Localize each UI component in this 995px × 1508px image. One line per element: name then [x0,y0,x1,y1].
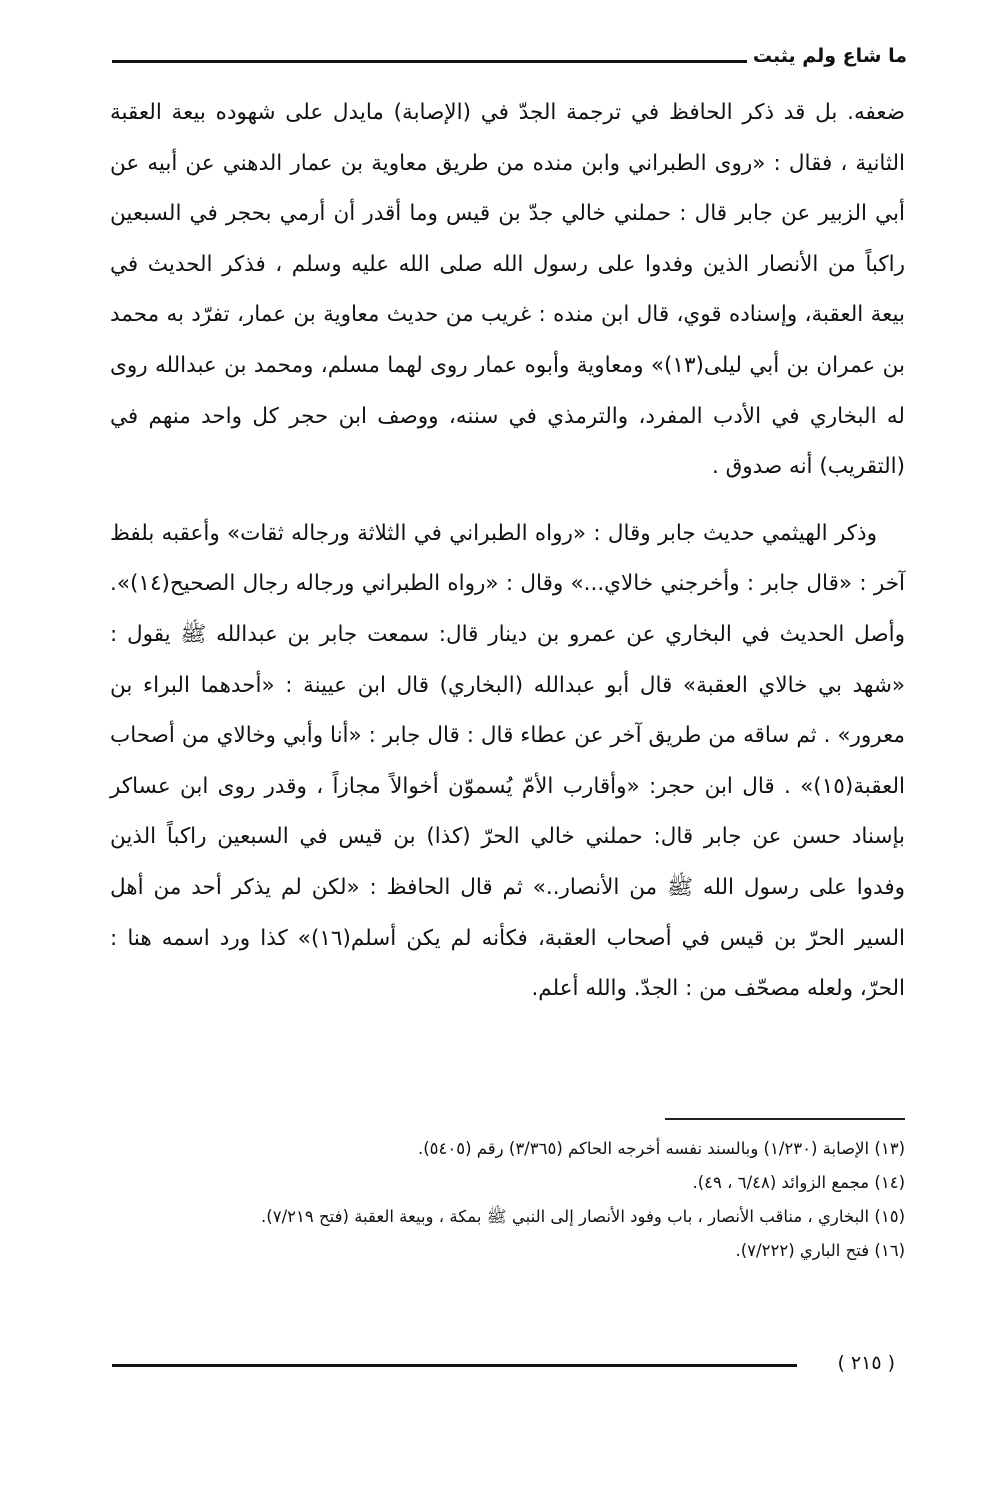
running-title: ما شاع ولم يثبت [752,45,907,67]
page-footer [112,1346,907,1382]
footnote-14: (١٤) مجمع الزوائد (٦/٤٨ ، ٤٩). [692,1173,905,1192]
running-header [112,38,907,78]
footnote-15: (١٥) البخاري ، مناقب الأنصار ، باب وفود الأنصار إلى النبي ﷺ بمكة ، وبيعة العقبة (فتح ٧/٢١٩). [261,1207,905,1226]
footer-rule [112,1364,797,1367]
header-rule [112,60,747,63]
main-text [110,88,905,1015]
footnote-13: (١٣) الإصابة (١/٢٣٠) وبالسند نفسه أخرجه الحاكم (٣/٣٦٥) رقم (٥٤٠٥). [417,1139,905,1158]
paragraph-1: ضعفه. بل قد ذكر الحافظ في ترجمة الجدّ في (الإصابة) مايدل على شهوده بيعة العقبة الثانية ، فقال : «روى الطبراني وابن منده من طريق معاوية بن عمار الدهني عن أبيه عن أبي الزبير عن جابر قال : حملني خالي جدّ بن قيس وما أقدر أن أرمي بحجر في السبعين راكباً من الأنصار الذين وفدوا على رسول الله صلى الله عليه وسلم ، فذكر الحديث في بيعة العقبة، وإسناده قوي، قال ابن منده : غريب من حديث معاوية بن عمار، تفرّد به محمد بن عمران بن أبي ليلى(١٣)» ومعاوية وأبوه عمار روى لهما مسلم، ومحمد بن عبدالله روى له البخاري في الأدب المفرد، والترمذي في سننه، ووصف ابن حجر كل واحد منهم في (التقريب) أنه صدوق . [110,100,905,480]
paragraph-2: وذكر الهيثمي حديث جابر وقال : «رواه الطبراني في الثلاثة ورجاله ثقات» وأعقبه بلفظ آخر : «قال جابر : وأخرجني خالاي...» وقال : «رواه الطبراني ورجاله رجال الصحيح(١٤)». وأصل الحديث في البخاري عن عمرو بن دينار قال: سمعت جابر بن عبدالله ﷺ يقول : «شهد بي خالاي العقبة» قال أبو عبدالله (البخاري) قال ابن عيينة : «أحدهما البراء بن معرور» . ثم ساقه من طريق آخر عن عطاء قال : قال جابر : «أنا وأبي وخالاي من أصحاب العقبة(١٥)» . قال ابن حجر: «وأقارب الأمّ يُسموّن أخوالاً مجازاً ، وقدر روى ابن عساكر بإسناد حسن عن جابر قال: حملني خالي الحرّ (كذا) بن قيس في السبعين راكباً الذين وفدوا على رسول الله ﷺ من الأنصار..» ثم قال الحافظ : «لكن لم يذكر أحد من أهل السير الحرّ بن قيس في أصحاب العقبة، فكأنه لم يكن أسلم(١٦)» كذا ورد اسمه هنا : الحرّ، ولعله مصحّف من : الجدّ. والله أعلم. [110,520,905,1002]
footnote-separator [665,1118,905,1120]
footnotes [110,1132,905,1268]
footnote-16: (١٦) فتح الباري (٧/٢٢٢). [735,1241,905,1260]
page-number: ( ٢١٥ ) [837,1352,895,1374]
